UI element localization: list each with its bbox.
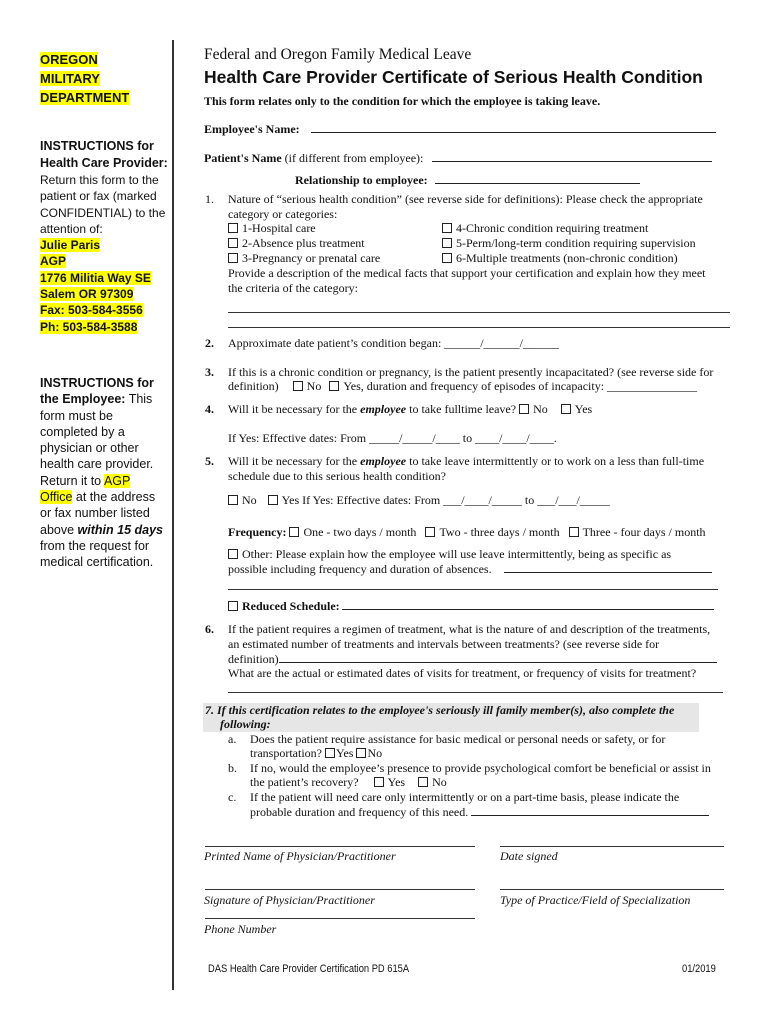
label-note: (if different from employee): (284, 151, 424, 165)
q7b-yes-checkbox[interactable] (374, 777, 384, 787)
q7b-text: the patient’s recovery? (250, 775, 359, 789)
contact-fax: Fax: 503-584-3556 (40, 303, 143, 318)
freq-option: Two - three days / month (439, 525, 560, 539)
office-name: AGP Office (40, 473, 131, 505)
q7a-label: a. (228, 732, 237, 746)
q5-text: schedule due to this serious health condition? (228, 469, 446, 483)
q3-yes-checkbox[interactable] (329, 381, 339, 391)
q1-desc: the criteria of the category: (228, 281, 358, 295)
q6-text: definition) (228, 652, 279, 666)
employee-instructions (40, 375, 165, 571)
checkbox[interactable] (228, 238, 238, 248)
provider-instructions (40, 138, 170, 335)
form-supertitle: Federal and Oregon Family Medical Leave (204, 46, 472, 63)
q5-no-label: No (242, 493, 257, 507)
q7c-label: c. (228, 790, 237, 804)
frequency-label: Frequency: (228, 525, 287, 539)
employee-text: This form must be completed by a physician or other health care provider. Return it to (40, 392, 154, 488)
q7b-no-checkbox[interactable] (418, 777, 428, 787)
date-signed-line[interactable] (500, 846, 724, 847)
q6-text: an estimated number of treatments and intervals between treatments? (see reverse side for (228, 637, 660, 651)
option-label: 6-Multiple treatments (non-chronic condition) (456, 251, 678, 265)
q7b-label: b. (228, 761, 237, 775)
org-line: DEPARTMENT (40, 90, 130, 105)
checkbox[interactable] (442, 238, 452, 248)
option-label: 5-Perm/long-term condition requiring supervision (456, 236, 696, 250)
printed-name-line[interactable] (205, 846, 475, 847)
q7-heading: following: (220, 717, 271, 731)
q4-yes-checkbox[interactable] (561, 404, 571, 414)
option-label: 1-Hospital care (242, 221, 316, 235)
employee-text: from the request for medical certification. (40, 538, 154, 570)
q1-option-3[interactable] (228, 251, 380, 266)
employee-heading: INSTRUCTIONS for the Employee: (40, 376, 154, 407)
checkbox[interactable] (442, 223, 452, 233)
contact-name: Julie Paris (40, 238, 101, 253)
q3-text: definition) (228, 379, 279, 393)
org-line: OREGON (40, 52, 98, 67)
q7a-no-checkbox[interactable] (356, 748, 366, 758)
q4-yes-label: Yes (574, 402, 593, 416)
contact-org: AGP (40, 254, 67, 269)
label: Employee's Name: (204, 122, 300, 136)
q5-emph: employee (360, 454, 407, 468)
signature-line[interactable] (205, 889, 475, 890)
q7-heading: 7. If this certification relates to the employee's seriously ill family member(s), also complete the (205, 703, 675, 717)
printed-name-label: Printed Name of Physician/Practitioner (204, 849, 396, 863)
employee-text: at the address or fax number listed above (40, 490, 156, 537)
q6-answer-line[interactable] (228, 692, 723, 693)
other-answer-line[interactable] (504, 562, 712, 573)
contact-city: Salem OR 97309 (40, 287, 134, 302)
q5-yes-checkbox[interactable] (268, 495, 278, 505)
q1-number: 1. (205, 192, 214, 206)
patient-name-field[interactable] (204, 151, 712, 166)
form-subtitle: This form relates only to the condition for which the employee is taking leave. (204, 94, 601, 108)
q1-answer-line[interactable] (228, 327, 730, 328)
reduced-checkbox[interactable] (228, 601, 238, 611)
provider-heading: INSTRUCTIONS for Health Care Provider: (40, 139, 168, 170)
q1-option-6[interactable] (442, 251, 678, 266)
relationship-field[interactable] (295, 173, 640, 188)
q7c-text: probable duration and frequency of this need. (250, 805, 469, 819)
q4-number: 4. (205, 402, 214, 416)
org-name (40, 50, 170, 107)
q7a-text: Does the patient require assistance for basic medical or personal needs or safety, or for (250, 732, 666, 746)
checkbox[interactable] (442, 253, 452, 263)
q1-text: Nature of “serious health condition” (see reverse side for definitions): Please check the appropriate (228, 192, 703, 206)
q3-yes-label[interactable]: Yes, duration and frequency of episodes of incapacity: _______________ (343, 379, 698, 393)
option-label: 2-Absence plus treatment (242, 236, 365, 250)
q7a-text: transportation? (250, 746, 322, 760)
contact-street: 1776 Militia Way SE (40, 270, 151, 285)
q5-text: to take leave intermittently or to work on a less than full-time (409, 454, 705, 468)
freq-option: Three - four days / month (582, 525, 706, 539)
freq-checkbox[interactable] (425, 527, 435, 537)
q7b-text: If no, would the employee’s presence to provide psychological comfort be beneficial or assist in (250, 761, 711, 775)
q1-option-5[interactable] (442, 236, 696, 251)
org-line: MILITARY (40, 71, 100, 86)
footer-date: 01/2019 (682, 963, 716, 975)
employee-name-field[interactable] (204, 122, 716, 137)
q4-no-label: No (533, 402, 548, 416)
q1-option-1[interactable] (228, 221, 316, 236)
q1-desc: Provide a description of the medical facts that support your certification and explain how they meet (228, 266, 706, 280)
signature-label: Signature of Physician/Practitioner (204, 893, 375, 907)
option-label: 4-Chronic condition requiring treatment (456, 221, 649, 235)
other-text: Other: Please explain how the employee will use leave intermittently, being as specific as (242, 547, 672, 561)
contact-phone: Ph: 503-584-3588 (40, 319, 138, 334)
q6-answer-line[interactable] (279, 652, 717, 663)
divider (172, 40, 174, 990)
label: Relationship to employee: (295, 173, 428, 187)
checkbox[interactable] (228, 223, 238, 233)
q6-text: If the patient requires a regimen of treatment, what is the nature of and description of the treatments, (228, 622, 711, 636)
yes-label: Yes (387, 775, 406, 789)
freq-option: One - two days / month (303, 525, 417, 539)
other-text: possible including frequency and duration of absences. (228, 562, 492, 576)
q5-no-checkbox[interactable] (228, 495, 238, 505)
q6-number: 6. (205, 622, 214, 636)
q5-text: Will it be necessary for the (228, 454, 358, 468)
q3-no-checkbox[interactable] (293, 381, 303, 391)
q2-number: 2. (205, 336, 214, 350)
reduced-label: Reduced Schedule: (242, 599, 340, 613)
option-label: 3-Pregnancy or prenatal care (242, 251, 381, 265)
q1-text: category or categories: (228, 207, 338, 221)
q1-option-2[interactable] (228, 236, 365, 251)
label: Patient's Name (204, 151, 282, 165)
q3-number: 3. (205, 365, 214, 379)
q1-answer-line[interactable] (228, 312, 730, 313)
q7c-text: If the patient will need care only intermittently or on a part-time basis, please indicate the (250, 790, 680, 804)
date-signed-label: Date signed (500, 849, 558, 863)
phone-line[interactable] (205, 918, 475, 919)
other-answer-line[interactable] (228, 589, 718, 590)
form-title: Health Care Provider Certificate of Serious Health Condition (204, 67, 703, 87)
q6-text: What are the actual or estimated dates of visits for treatment, or frequency of visits for treatment? (228, 666, 697, 680)
q4-emph: employee (360, 402, 407, 416)
q5-number: 5. (205, 454, 214, 468)
provider-text: Return this form to the patient or fax (marked CONFIDENTIAL) to the attention of: (40, 173, 166, 236)
reduced-answer-line[interactable] (342, 599, 714, 610)
freq-checkbox[interactable] (289, 527, 299, 537)
q7a-yes-checkbox[interactable] (325, 748, 335, 758)
checkbox[interactable] (228, 253, 238, 263)
deadline: within 15 days (77, 522, 163, 537)
practice-label: Type of Practice/Field of Specialization (500, 893, 691, 907)
no-label: No (432, 775, 447, 789)
q5-yes-dates[interactable]: Yes If Yes: Effective dates: From ___/____/_____ to ___/___/_____ (281, 493, 610, 507)
practice-line[interactable] (500, 889, 724, 890)
q4-text: Will it be necessary for the (228, 402, 358, 416)
yes-label: Yes (335, 746, 354, 760)
no-label: No (367, 746, 383, 760)
q4-no-checkbox[interactable] (519, 404, 529, 414)
q7c-answer-line[interactable] (471, 805, 709, 816)
q1-option-4[interactable] (442, 221, 648, 236)
phone-label: Phone Number (204, 922, 277, 936)
q4-text: to take fulltime leave? (409, 402, 517, 416)
q3-text: If this is a chronic condition or pregnancy, is the patient presently incapacitated? (see reverse side for (228, 365, 714, 379)
q4-dates-field[interactable]: If Yes: Effective dates: From _____/_____/____ to ____/____/____. (228, 431, 557, 445)
freq-checkbox[interactable] (569, 527, 579, 537)
q2-date-field[interactable]: Approximate date patient’s condition began: ______/______/______ (228, 336, 559, 350)
footer-form-id: DAS Health Care Provider Certification PD 615A (208, 963, 410, 975)
q3-no-label: No (306, 379, 322, 393)
other-checkbox[interactable] (228, 549, 238, 559)
